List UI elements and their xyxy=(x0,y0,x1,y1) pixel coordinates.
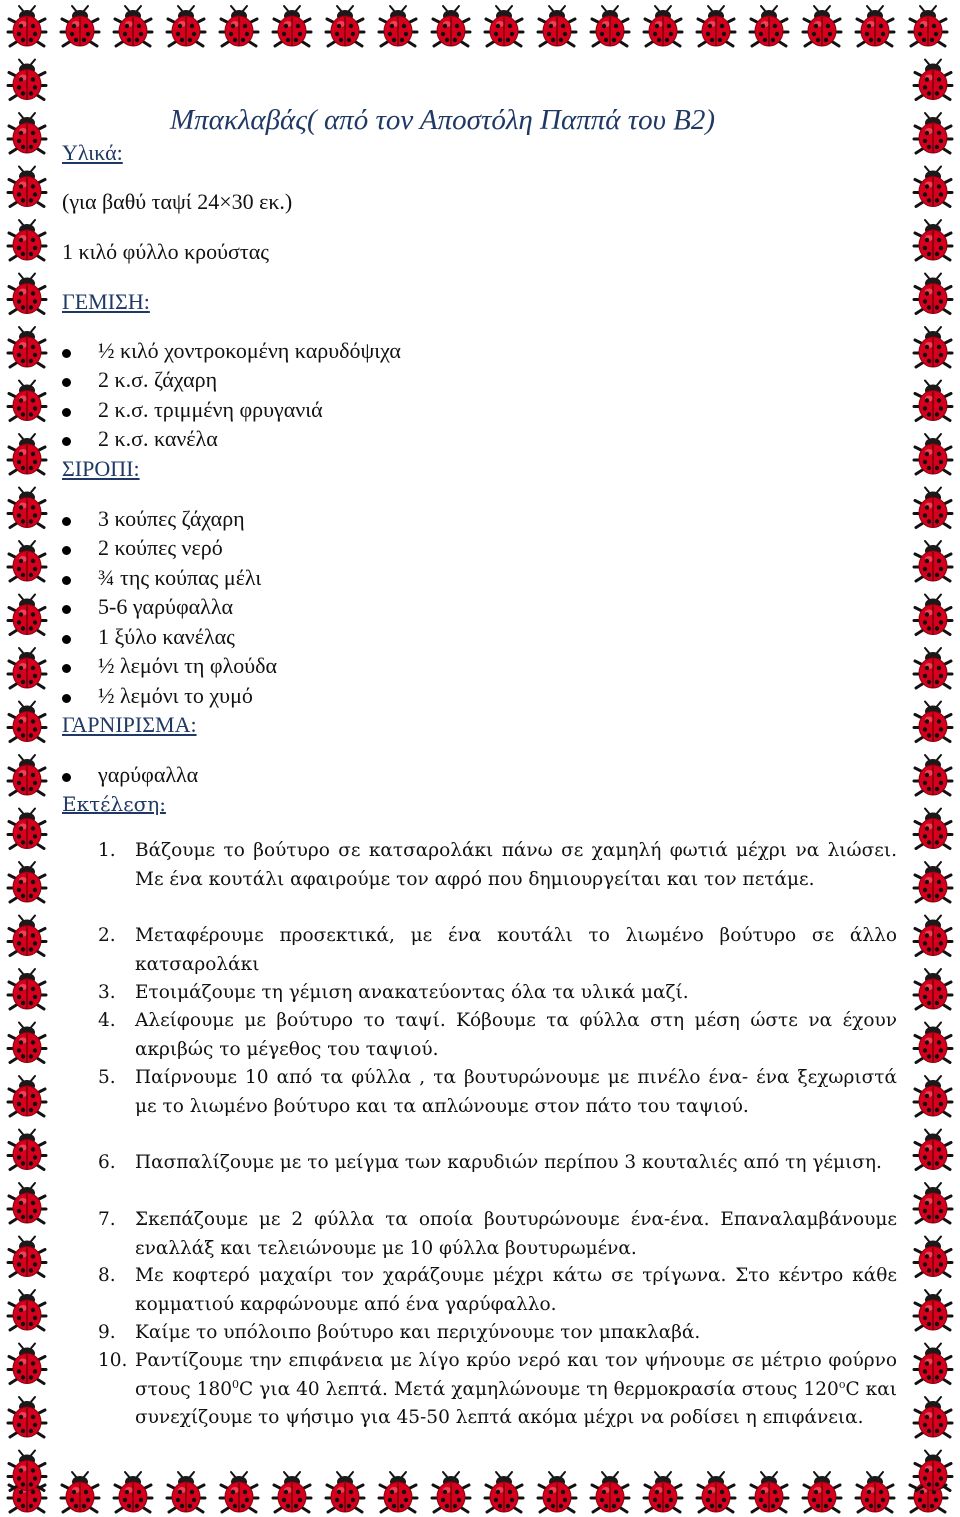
syrup-heading: ΣΙΡΟΠΙ: xyxy=(62,456,140,481)
bullet xyxy=(62,635,71,644)
recipe-title: Μπακλαβάς( από τον Αποστόλη Παππά του Β2) xyxy=(170,104,716,136)
bullet xyxy=(62,694,71,703)
bullet xyxy=(62,378,71,387)
bullet xyxy=(62,546,71,555)
pastry-line: 1 κιλό φύλλο κρούστας xyxy=(62,239,269,264)
step-10-text: Ραντίζουμε την επιφάνεια με λίγο κρύο νερό και τον ψήνουμε σε μέτριο φούρνο στους $180^0C$ για 40 λεπτά. Μετά χαμηλώνουμε τη θερμοκρασία στους $120^oC$ και συνεχίζουμε το ψήσιμο για 45-50 λεπτά ακόμα μέχρι να ροδίσει η επιφάνεια. xyxy=(135,1350,897,1428)
bullet xyxy=(62,605,71,614)
garnish-heading: ΓΑΡΝΙΡΙΣΜΑ: xyxy=(62,712,197,737)
bullet xyxy=(62,408,71,417)
bullet xyxy=(62,349,71,358)
bullet xyxy=(62,664,71,673)
bullet xyxy=(62,437,71,446)
method-heading: Εκτέλεση: xyxy=(62,792,166,816)
bullet xyxy=(62,773,71,782)
pan-note: (για βαθύ ταψί 24×30 εκ.) xyxy=(62,189,293,214)
bullet xyxy=(62,517,71,526)
filling-heading: ΓΕΜΙΣΗ: xyxy=(62,289,150,314)
bullet xyxy=(62,576,71,585)
ingredients-heading: Υλικά: xyxy=(62,140,123,165)
